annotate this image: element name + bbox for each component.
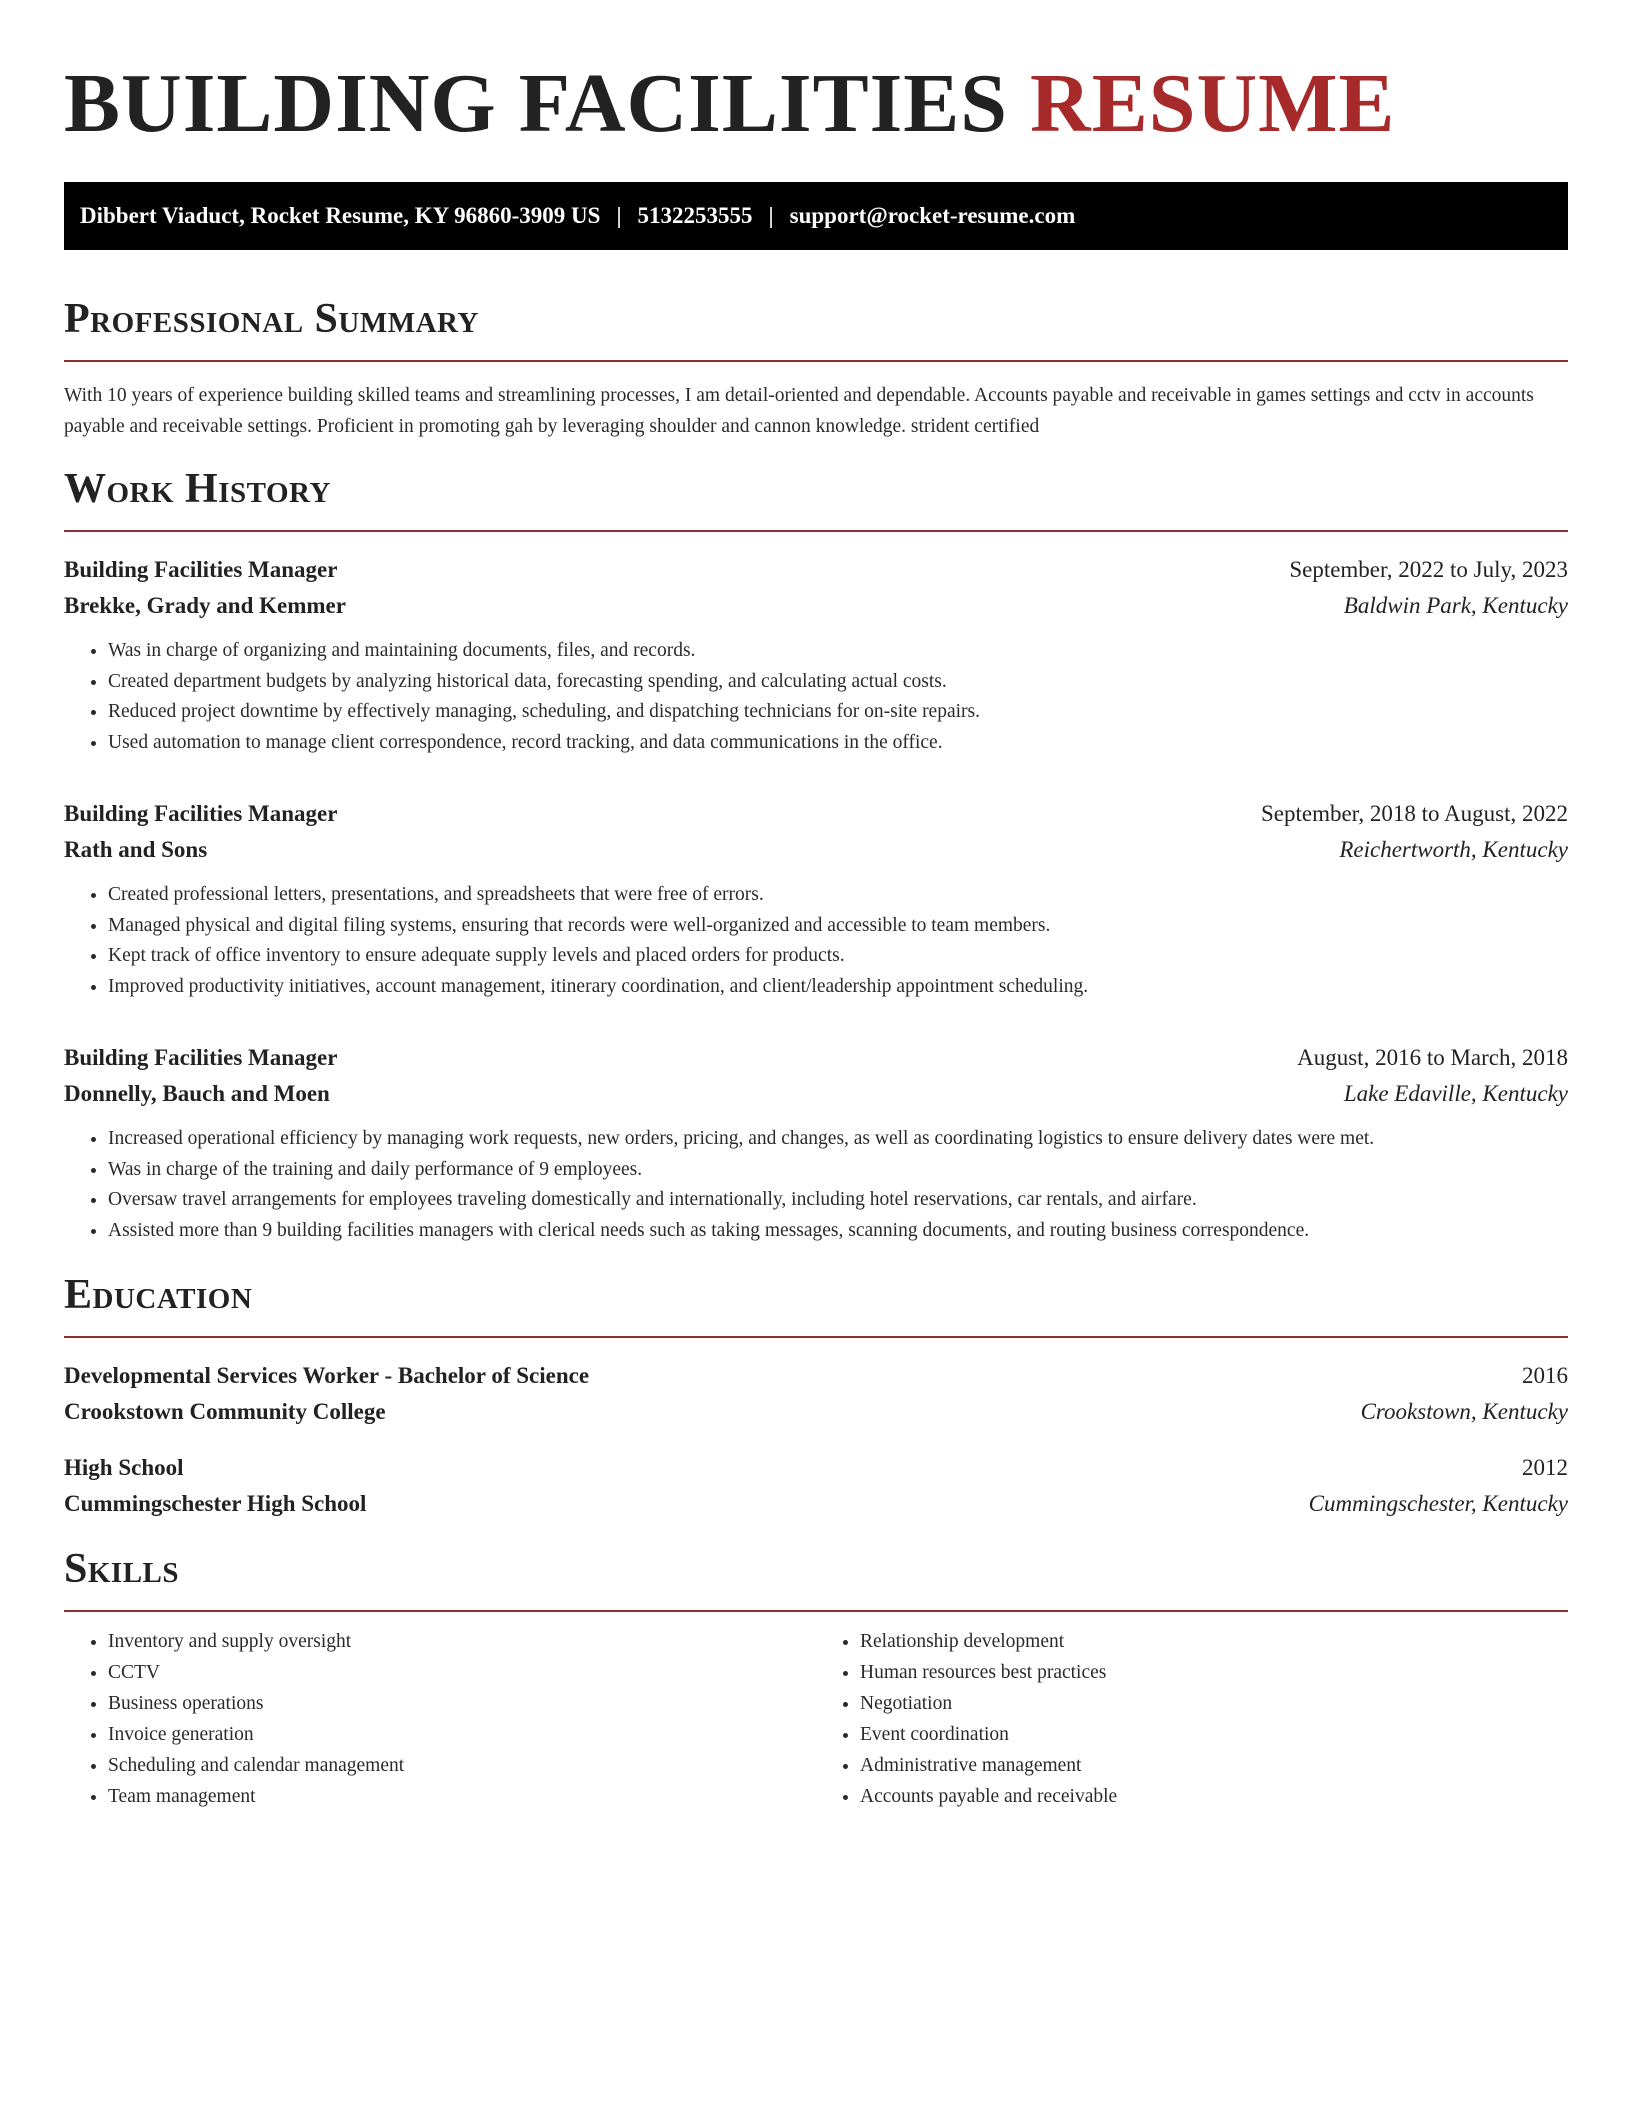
- job-location: Baldwin Park, Kentucky: [1343, 593, 1568, 618]
- summary-text: With 10 years of experience building skilled teams and streamlining processes, I am detail-oriented and dependable. Accounts payable and receivable in games settings and cctv in accounts payable and receivable settings. Proficient in promoting gah by leveraging shoulder and cannon knowledge. strident certified: [64, 385, 1534, 437]
- education-school: Cummingschester High School: [64, 1491, 367, 1516]
- job-dates: August, 2016 to March, 2018: [1297, 1045, 1568, 1070]
- skill-item: • Relationship development: [860, 1626, 1568, 1657]
- skills-columns: [64, 1626, 1568, 1812]
- job-entry: [64, 1040, 1568, 1246]
- skills-list-right: [816, 1626, 1568, 1812]
- education-year: 2012: [1522, 1455, 1568, 1480]
- job-company: Brekke, Grady and Kemmer: [64, 593, 346, 618]
- job-entry: [64, 796, 1568, 1002]
- job-dates: September, 2018 to August, 2022: [1260, 801, 1568, 826]
- contact-separator: |: [616, 203, 622, 228]
- skill-item: • Negotiation: [860, 1688, 1568, 1719]
- work-history-heading: Work History: [64, 464, 1568, 532]
- skill-item: • Team management: [108, 1781, 816, 1812]
- skill-item: • Scheduling and calendar management: [108, 1750, 816, 1781]
- education-school: Crookstown Community College: [64, 1399, 386, 1424]
- education-location: Crookstown, Kentucky: [1360, 1399, 1568, 1424]
- job-bullet: • Assisted more than 9 building facilities managers with clerical needs such as taking messages, scanning documents, and routing business correspondence.: [108, 1216, 1568, 1247]
- contact-bar: [64, 182, 1568, 250]
- education-location: Cummingschester, Kentucky: [1308, 1491, 1568, 1516]
- contact-separator: |: [768, 203, 774, 228]
- contact-address: Dibbert Viaduct, Rocket Resume, KY 96860-3909 US: [80, 203, 601, 228]
- contact-phone: 5132253555: [637, 203, 753, 228]
- skill-item: • Inventory and supply oversight: [108, 1626, 816, 1657]
- job-bullet: • Improved productivity initiatives, account management, itinerary coordination, and client/leadership appointment scheduling.: [108, 972, 1568, 1003]
- job-bullet: • Oversaw travel arrangements for employees traveling domestically and internationally, including hotel reservations, car rentals, and airfare.: [108, 1185, 1568, 1216]
- job-bullet: • Was in charge of organizing and maintaining documents, files, and records.: [108, 636, 1568, 667]
- job-title: Building Facilities Manager: [64, 801, 338, 826]
- skills-heading: Skills: [64, 1544, 1568, 1612]
- education-degree: Developmental Services Worker - Bachelor of Science: [64, 1363, 590, 1388]
- job-bullet: • Used automation to manage client correspondence, record tracking, and data communications in the office.: [108, 728, 1568, 759]
- job-title: Building Facilities Manager: [64, 557, 338, 582]
- job-bullets: [64, 636, 1568, 758]
- skill-item: • Human resources best practices: [860, 1657, 1568, 1688]
- title-main: BUILDING FACILITIES: [64, 57, 1031, 150]
- skill-item: • Administrative management: [860, 1750, 1568, 1781]
- resume-title: [64, 0, 1568, 150]
- education-year: 2016: [1522, 1363, 1568, 1388]
- job-bullet: • Increased operational efficiency by managing work requests, new orders, pricing, and changes, as well as coordinating logistics to ensure delivery dates were met.: [108, 1124, 1568, 1155]
- skill-item: • Business operations: [108, 1688, 816, 1719]
- job-bullets: [64, 1124, 1568, 1246]
- job-title: Building Facilities Manager: [64, 1045, 338, 1070]
- summary-heading: Professional Summary: [64, 294, 1568, 362]
- job-dates: September, 2022 to July, 2023: [1289, 557, 1568, 582]
- job-bullet: • Was in charge of the training and daily performance of 9 employees.: [108, 1155, 1568, 1186]
- contact-email: support@rocket-resume.com: [789, 203, 1076, 228]
- job-bullet: • Created department budgets by analyzing historical data, forecasting spending, and calculating actual costs.: [108, 667, 1568, 698]
- education-entry: [64, 1450, 1568, 1522]
- skill-item: • CCTV: [108, 1657, 816, 1688]
- title-accent: RESUME: [1030, 57, 1396, 150]
- job-bullet: • Kept track of office inventory to ensure adequate supply levels and placed orders for products.: [108, 941, 1568, 972]
- job-company: Donnelly, Bauch and Moen: [64, 1081, 330, 1106]
- skill-item: • Invoice generation: [108, 1719, 816, 1750]
- job-bullet: • Created professional letters, presentations, and spreadsheets that were free of errors.: [108, 880, 1568, 911]
- skills-list-left: [64, 1626, 816, 1812]
- education-degree: High School: [64, 1455, 184, 1480]
- job-company: Rath and Sons: [64, 837, 208, 862]
- job-bullet: • Managed physical and digital filing systems, ensuring that records were well-organized and accessible to team members.: [108, 911, 1568, 942]
- job-bullets: [64, 880, 1568, 1002]
- skill-item: • Event coordination: [860, 1719, 1568, 1750]
- education-entry: [64, 1358, 1568, 1430]
- education-heading: Education: [64, 1270, 1568, 1338]
- job-entry: [64, 552, 1568, 758]
- job-location: Lake Edaville, Kentucky: [1343, 1081, 1568, 1106]
- skill-item: • Accounts payable and receivable: [860, 1781, 1568, 1812]
- job-bullet: • Reduced project downtime by effectively managing, scheduling, and dispatching technicians for on-site repairs.: [108, 697, 1568, 728]
- job-location: Reichertworth, Kentucky: [1339, 837, 1568, 862]
